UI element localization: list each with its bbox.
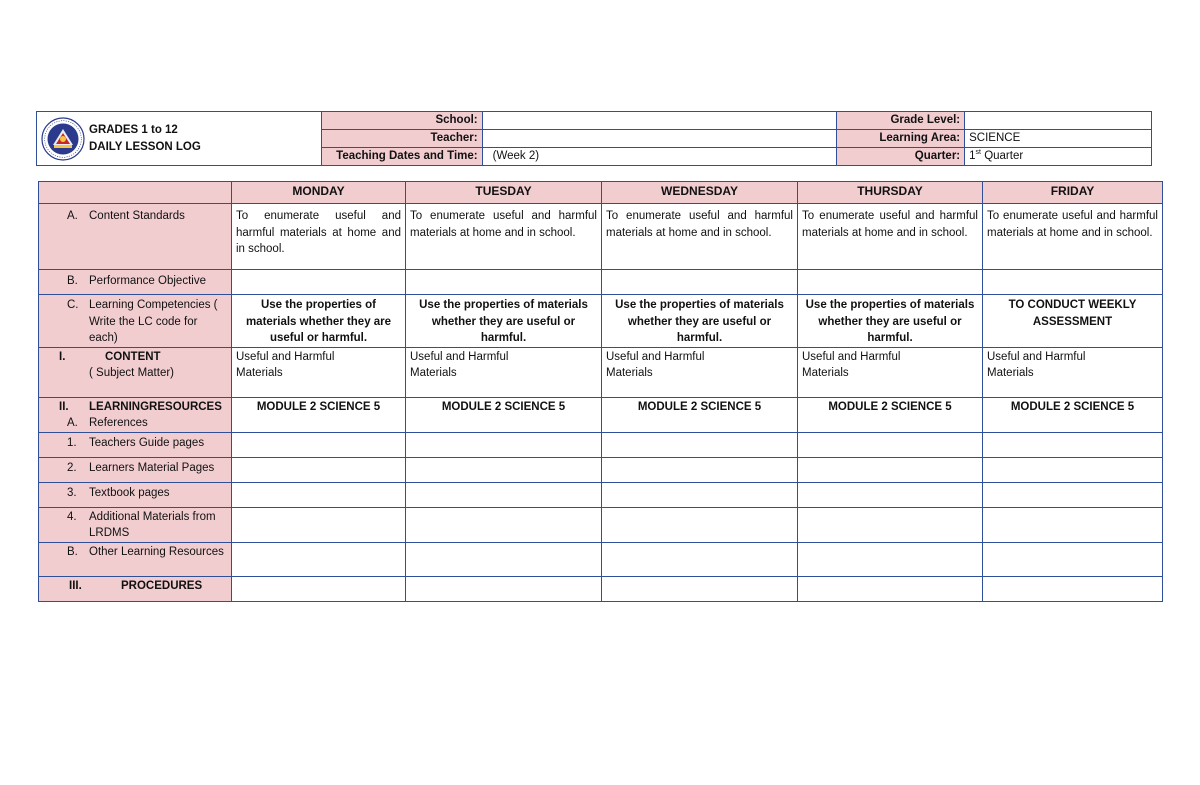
row-label: Content Standards: [89, 210, 185, 222]
row-label: Teachers Guide pages: [89, 436, 205, 449]
teachers-guide-wednesday[interactable]: [602, 432, 798, 457]
school-field[interactable]: [482, 112, 837, 130]
row-marker: 4.: [67, 510, 77, 523]
content-friday[interactable]: [983, 347, 1163, 397]
day-friday: FRIDAY: [983, 182, 1163, 204]
learning-resources-monday[interactable]: MODULE 2 SCIENCE 5: [232, 397, 406, 432]
row-marker: 2.: [67, 461, 77, 474]
learning-area-field[interactable]: SCIENCE: [965, 130, 1152, 148]
content-thursday[interactable]: [798, 347, 983, 397]
content-label: [39, 347, 232, 397]
day-monday: MONDAY: [232, 182, 406, 204]
learning-competencies-tuesday[interactable]: Use the properties of materials whether they are useful or harmful.: [406, 295, 602, 348]
learning-competencies-label: [39, 295, 232, 348]
title-line-1: GRADES 1 to 12: [89, 123, 178, 136]
additional-materials-thursday[interactable]: [798, 507, 983, 542]
cell-line: Useful and Harmful: [236, 350, 335, 363]
teacher-field[interactable]: [482, 130, 837, 148]
teachers-guide-label: [39, 432, 232, 457]
learning-resources-wednesday[interactable]: MODULE 2 SCIENCE 5: [602, 397, 798, 432]
content-standards-thursday[interactable]: To enumerate useful and harmful materials at home and in school.: [798, 204, 983, 270]
procedures-tuesday[interactable]: [406, 576, 602, 601]
quarter-word: Quarter: [984, 150, 1024, 162]
row-marker: 3.: [67, 486, 77, 499]
cell-line: Materials: [606, 367, 653, 379]
grade-level-field[interactable]: [965, 112, 1152, 130]
day-thursday: THURSDAY: [798, 182, 983, 204]
performance-objective-tuesday[interactable]: [406, 270, 602, 295]
textbook-row: [39, 482, 1163, 507]
row-sub-label: References: [89, 417, 148, 429]
textbook-monday[interactable]: [232, 482, 406, 507]
textbook-thursday[interactable]: [798, 482, 983, 507]
additional-materials-wednesday[interactable]: [602, 507, 798, 542]
grade-level-label: Grade Level:: [837, 112, 965, 130]
row-label: LEARNINGRESOURCES: [89, 400, 222, 413]
teachers-guide-monday[interactable]: [232, 432, 406, 457]
performance-objective-thursday[interactable]: [798, 270, 983, 295]
teachers-guide-tuesday[interactable]: [406, 432, 602, 457]
learning-competencies-monday[interactable]: Use the properties of materials whether they are useful or harmful.: [232, 295, 406, 348]
learning-resources-tuesday[interactable]: MODULE 2 SCIENCE 5: [406, 397, 602, 432]
row-marker: I.: [59, 350, 66, 363]
teacher-label: Teacher:: [321, 130, 482, 148]
additional-materials-label: [39, 507, 232, 542]
teachers-guide-row: [39, 432, 1163, 457]
procedures-wednesday[interactable]: [602, 576, 798, 601]
learners-material-thursday[interactable]: [798, 457, 983, 482]
row-label: Performance Objective: [89, 275, 206, 287]
row-marker: II.: [59, 400, 69, 413]
other-resources-row: [39, 542, 1163, 576]
additional-materials-tuesday[interactable]: [406, 507, 602, 542]
textbook-friday[interactable]: [983, 482, 1163, 507]
textbook-label: [39, 482, 232, 507]
learning-resources-friday[interactable]: MODULE 2 SCIENCE 5: [983, 397, 1163, 432]
row-marker: III.: [69, 579, 82, 592]
procedures-monday[interactable]: [232, 576, 406, 601]
learning-resources-row: [39, 397, 1163, 432]
row-label: PROCEDURES: [121, 579, 203, 592]
additional-materials-monday[interactable]: [232, 507, 406, 542]
additional-materials-row: [39, 507, 1163, 542]
quarter-ordinal: st: [975, 149, 981, 157]
quarter-label: Quarter:: [837, 148, 965, 166]
content-standards-row: [39, 204, 1163, 270]
cell-line: Materials: [410, 367, 457, 379]
quarter-number: 1: [969, 150, 976, 162]
row-label: Other Learning Resources: [89, 545, 224, 558]
school-label: School:: [321, 112, 482, 130]
other-resources-tuesday[interactable]: [406, 542, 602, 576]
textbook-tuesday[interactable]: [406, 482, 602, 507]
other-resources-friday[interactable]: [983, 542, 1163, 576]
learners-material-friday[interactable]: [983, 457, 1163, 482]
procedures-thursday[interactable]: [798, 576, 983, 601]
learning-resources-label: [39, 397, 232, 432]
learning-area-label: Learning Area:: [837, 130, 965, 148]
cell-line: Materials: [987, 367, 1034, 379]
quarter-field[interactable]: [965, 148, 1152, 166]
day-tuesday: TUESDAY: [406, 182, 602, 204]
learning-competencies-thursday[interactable]: Use the properties of materials whether they are useful or harmful.: [798, 295, 983, 348]
textbook-wednesday[interactable]: [602, 482, 798, 507]
learners-material-monday[interactable]: [232, 457, 406, 482]
teachers-guide-friday[interactable]: [983, 432, 1163, 457]
cell-line: Useful and Harmful: [410, 350, 509, 363]
learners-material-label: [39, 457, 232, 482]
other-resources-monday[interactable]: [232, 542, 406, 576]
learning-competencies-row: [39, 295, 1163, 348]
row-label: Learners Material Pages: [89, 461, 215, 474]
row-marker: A.: [67, 210, 78, 222]
other-resources-thursday[interactable]: [798, 542, 983, 576]
performance-objective-wednesday[interactable]: [602, 270, 798, 295]
cell-line: Useful and Harmful: [802, 350, 901, 363]
title-line-2: DAILY LESSON LOG: [89, 140, 201, 153]
lesson-log-table: [38, 181, 1163, 602]
performance-objective-label: [39, 270, 232, 295]
row-label: Learning Competencies ( Write the LC code for each): [89, 299, 218, 344]
teachers-guide-thursday[interactable]: [798, 432, 983, 457]
row-marker: C.: [67, 299, 79, 311]
content-standards-wednesday[interactable]: To enumerate useful and harmful materials at home and in school.: [602, 204, 798, 270]
content-standards-monday[interactable]: To enumerate useful and harmful materials at home and in school.: [232, 204, 406, 270]
row-label: Additional Materials from LRDMS: [89, 510, 216, 539]
learners-material-tuesday[interactable]: [406, 457, 602, 482]
learning-competencies-wednesday[interactable]: Use the properties of materials whether they are useful or harmful.: [602, 295, 798, 348]
procedures-row: [39, 576, 1163, 601]
dates-label: Teaching Dates and Time:: [321, 148, 482, 166]
row-marker: B.: [67, 545, 78, 558]
performance-objective-row: [39, 270, 1163, 295]
content-standards-friday[interactable]: To enumerate useful and harmful materials at home and in school.: [983, 204, 1163, 270]
row-sublabel: ( Subject Matter): [89, 367, 174, 379]
cell-line: Useful and Harmful: [987, 350, 1086, 363]
learners-material-row: [39, 457, 1163, 482]
performance-objective-monday[interactable]: [232, 270, 406, 295]
content-tuesday[interactable]: [406, 347, 602, 397]
content-standards-label: [39, 204, 232, 270]
procedures-friday[interactable]: [983, 576, 1163, 601]
brand-cell: [37, 112, 322, 166]
row-label: Textbook pages: [89, 486, 170, 499]
performance-objective-friday[interactable]: [983, 270, 1163, 295]
learning-competencies-friday[interactable]: TO CONDUCT WEEKLY ASSESSMENT: [983, 295, 1163, 348]
row-marker: B.: [67, 275, 78, 287]
other-resources-label: [39, 542, 232, 576]
row-label: CONTENT: [105, 350, 161, 363]
day-wednesday: WEDNESDAY: [602, 182, 798, 204]
row-sub-marker: A.: [67, 417, 78, 429]
corner-cell: [39, 182, 232, 204]
other-resources-wednesday[interactable]: [602, 542, 798, 576]
cell-line: Useful and Harmful: [606, 350, 705, 363]
dates-field[interactable]: (Week 2): [482, 148, 837, 166]
content-row: [39, 347, 1163, 397]
lesson-log-header: [36, 111, 1152, 166]
additional-materials-friday[interactable]: [983, 507, 1163, 542]
cell-line: Materials: [802, 367, 849, 379]
day-header-row: [39, 182, 1163, 204]
content-standards-tuesday[interactable]: To enumerate useful and harmful materials at home and in school.: [406, 204, 602, 270]
learners-material-wednesday[interactable]: [602, 457, 798, 482]
cell-line: Materials: [236, 367, 283, 379]
learning-resources-thursday[interactable]: MODULE 2 SCIENCE 5: [798, 397, 983, 432]
content-monday[interactable]: [232, 347, 406, 397]
content-wednesday[interactable]: [602, 347, 798, 397]
deped-seal-icon: [41, 117, 85, 161]
procedures-label: [39, 576, 232, 601]
row-marker: 1.: [67, 436, 77, 449]
